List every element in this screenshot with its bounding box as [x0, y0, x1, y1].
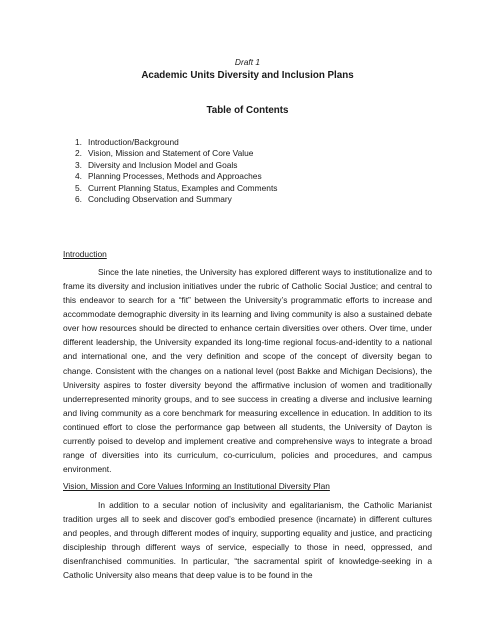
toc-item-number: 6.	[75, 194, 82, 205]
table-of-contents	[63, 137, 432, 205]
introduction-heading: Introduction	[63, 249, 107, 260]
toc-item	[75, 194, 432, 205]
toc-item-number: 2.	[75, 148, 82, 159]
toc-item-text: Concluding Observation and Summary	[88, 194, 232, 205]
toc-item	[75, 183, 432, 194]
toc-item-text: Current Planning Status, Examples and Comments	[88, 182, 278, 193]
vision-paragraph: In addition to a secular notion of inclusivity and egalitarianism, the Catholic Marianist tradition urges all to seek and discover god’s embodied presence (incarnate) in different cultures and peoples, and through different modes of inquiry, supporting equality and justice, and practicing discipleship through different ways of service, especially to those in need, oppressed, and disenfranchised communities. In particular, “the sacramental spirit of knowledge-seeking in a Catholic University also means that deep value is to be found in the	[63, 499, 432, 581]
introduction-paragraph: Since the late nineties, the University has explored different ways to institutionalize and to frame its diversity and inclusion initiatives under the rubric of Catholic Social Justice; and central to this endeavor to search for a “fit” between the University’s programmatic efforts to increase and accommodate demographic diversity in its learning and living community is also a sustained debate over how resources should be directed to enhance certain diversities over others. Over time, under different leadership, the University expanded its long-time regional focus-and-identity to a national and international one, and the very definition and scope of the concept of diversity began to change. Consistent with the changes on a national level (post Bakke and Michigan Decisions), the University aspires to foster diversity beyond the affirmative inclusion of women and traditionally underrepresented minority groups, and to see success in creating a diverse and inclusive learning and living community as a core benchmark for measuring excellence in education. In addition to its continued effort to close the performance gap between all students, the University of Dayton is currently poised to develop and implement creative and comprehensive ways to integrate a broad range of diversities into its curriculum, co-curriculum, policies and procedures, and campus environment.	[63, 266, 432, 475]
toc-item-number: 3.	[75, 159, 82, 170]
toc-item-number: 5.	[75, 182, 82, 193]
draft-label: Draft 1	[234, 57, 261, 67]
toc-item-text: Diversity and Inclusion Model and Goals	[88, 159, 238, 170]
toc-item	[75, 160, 432, 171]
toc-item-text: Vision, Mission and Statement of Core Value	[88, 148, 254, 159]
vision-heading: Vision, Mission and Core Values Informing an Institutional Diversity Plan	[63, 481, 330, 492]
toc-item	[75, 171, 432, 182]
toc-item	[75, 137, 432, 148]
document-title: Academic Units Diversity and Inclusion Plans	[141, 70, 354, 81]
toc-heading: Table of Contents	[206, 105, 289, 116]
toc-item-text: Introduction/Background	[88, 137, 179, 147]
toc-item	[75, 148, 432, 159]
toc-item-number: 4.	[75, 171, 82, 182]
toc-item-text: Planning Processes, Methods and Approaches	[88, 171, 262, 182]
toc-item-number: 1.	[75, 137, 82, 147]
